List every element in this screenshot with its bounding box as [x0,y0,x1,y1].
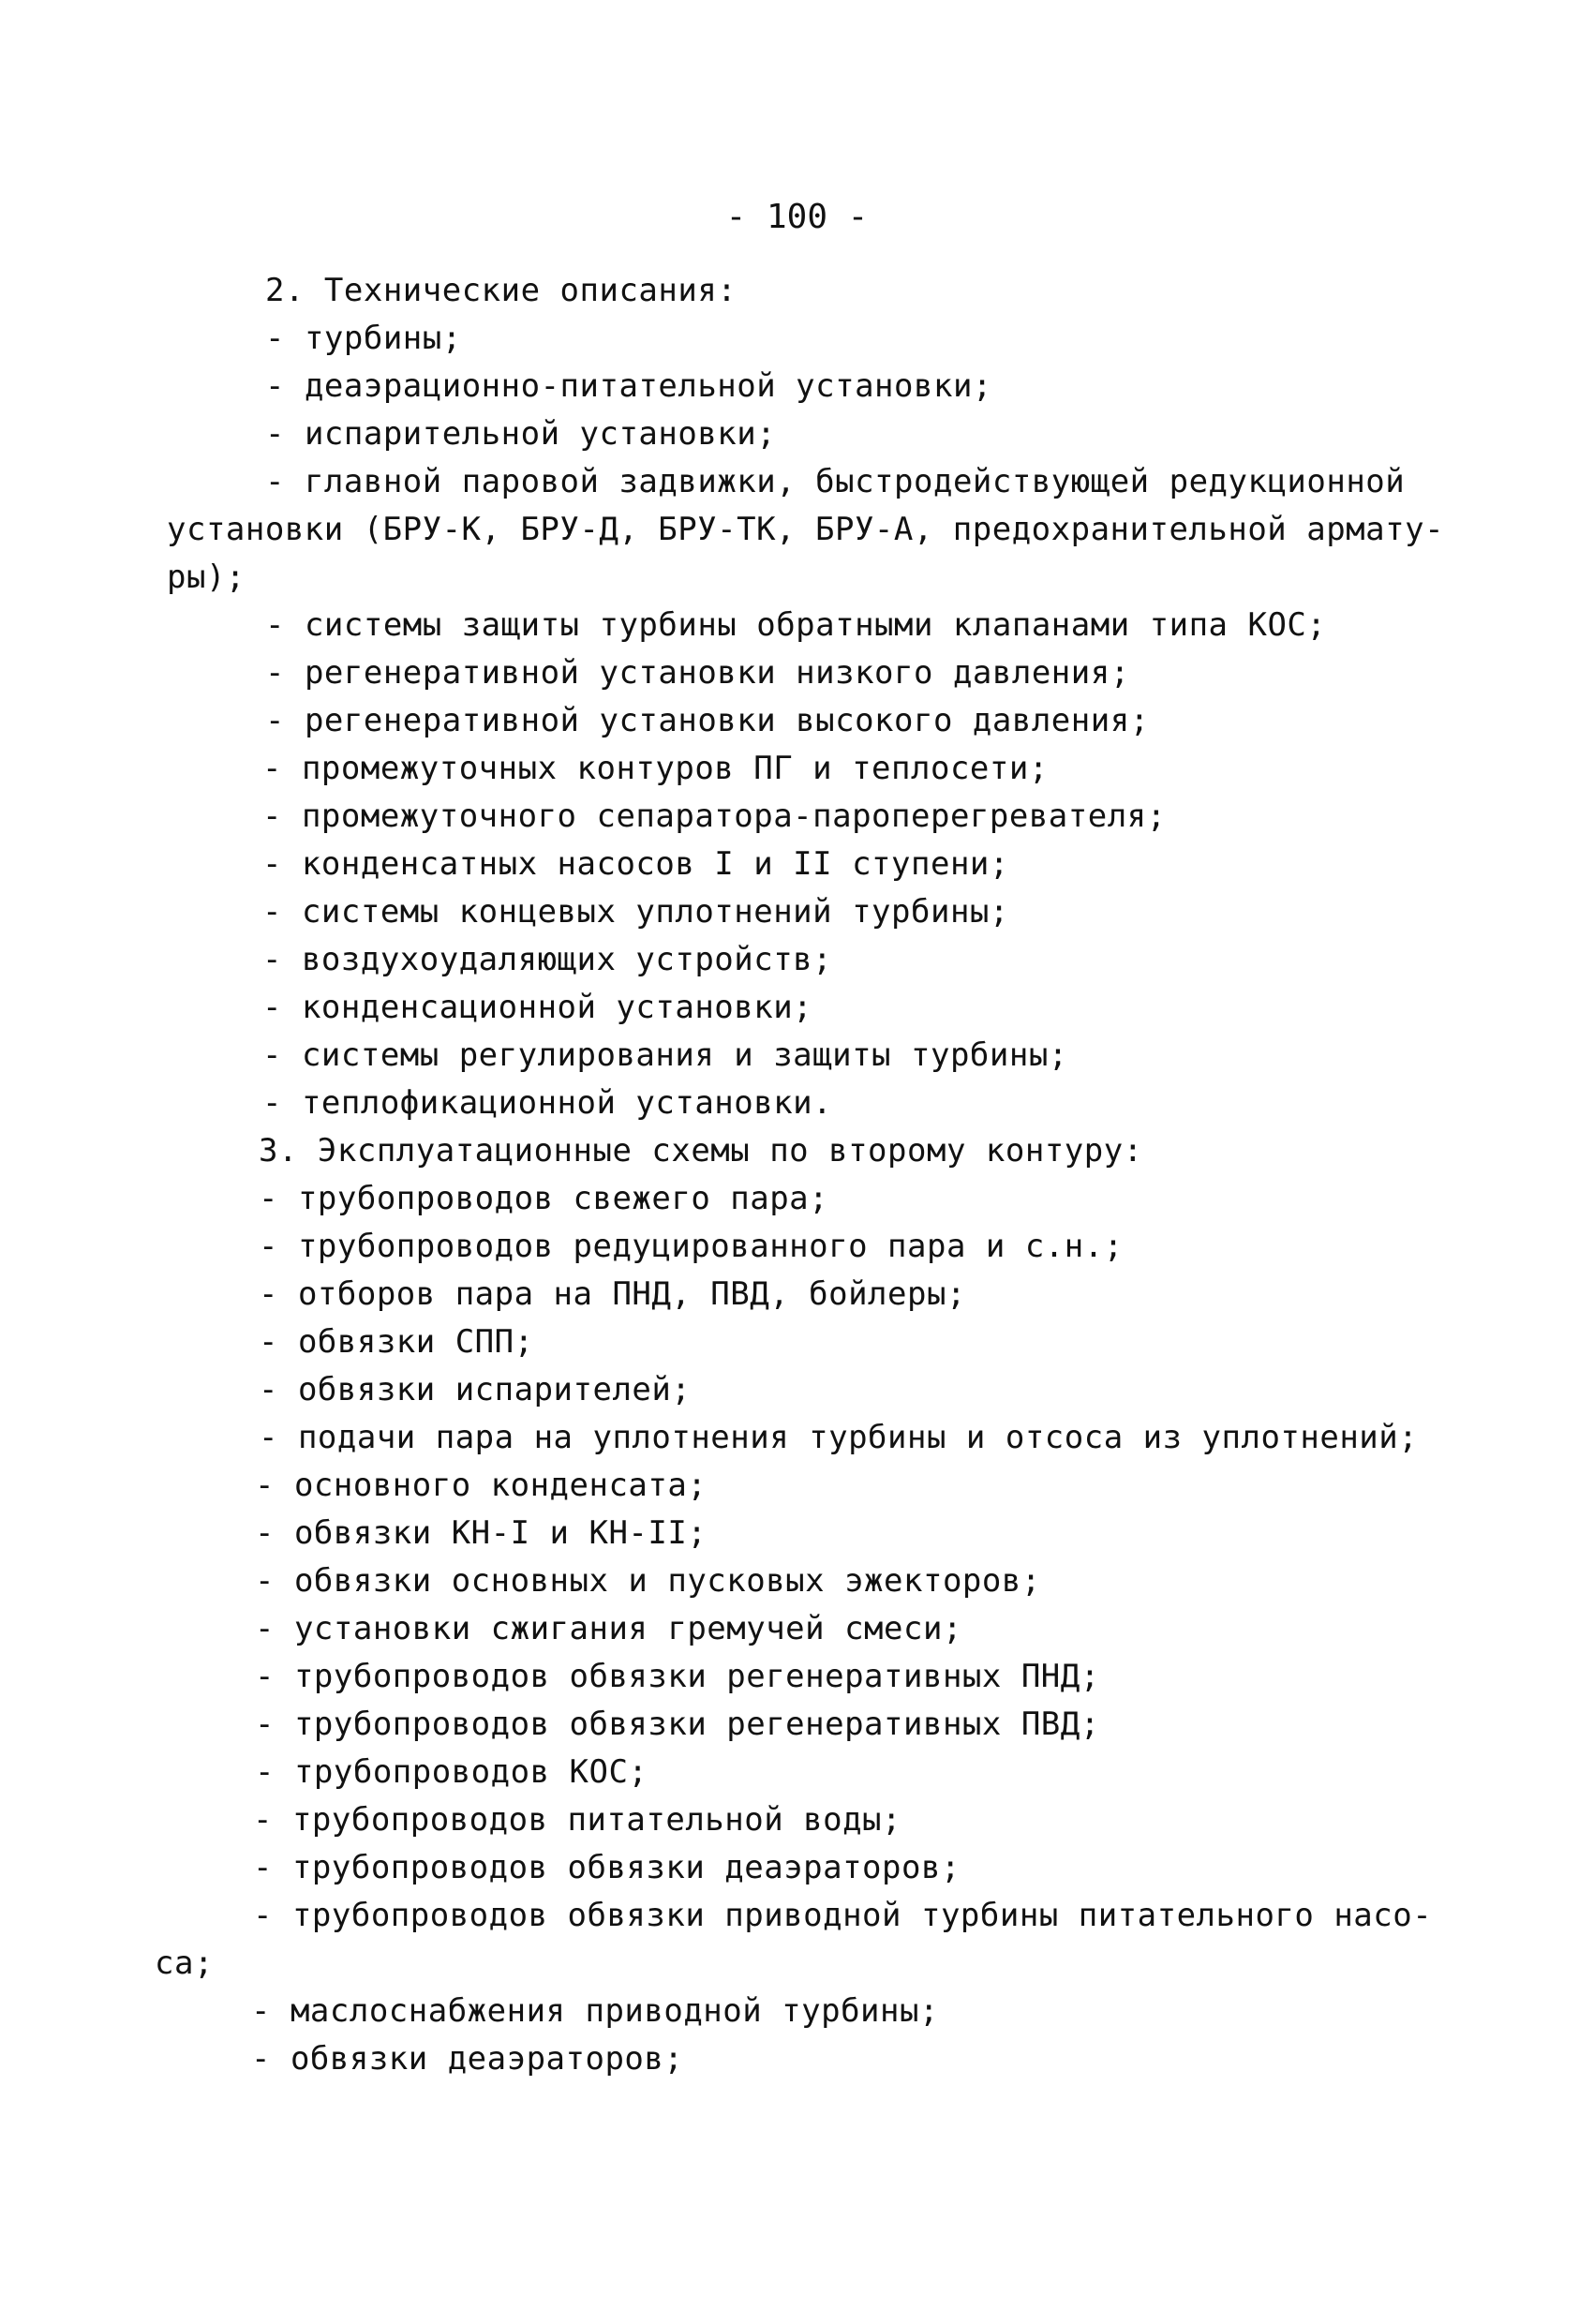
list-item: - трубопроводов обвязки регенеративных ПНД; [255,1658,1100,1695]
section-heading: 2. Технические описания: [265,272,737,309]
list-item: - обвязки основных и пусковых эжекторов; [255,1562,1041,1600]
list-item: - конденсационной установки; [262,989,813,1026]
list-item: - теплофикационной установки. [262,1084,833,1122]
list-item-continuation: са; [155,1944,214,1982]
list-item: - обвязки КН-I и КН-II; [255,1514,708,1552]
list-item: - промежуточных контуров ПГ и теплосети; [262,750,1049,787]
list-item: - подачи пара на уплотнения турбины и отсоса из уплотнений; [259,1419,1419,1456]
list-item: - трубопроводов питательной воды; [253,1801,902,1839]
page-number: - 100 - [725,198,869,236]
list-item-continuation: установки (БРУ-К, БРУ-Д, БРУ-ТК, БРУ-А, предохранительной армату- [167,511,1445,548]
list-item: - системы концевых уплотнений турбины; [262,893,1009,931]
list-item: - трубопроводов свежего пара; [259,1180,829,1217]
list-item: - установки сжигания гремучей смеси; [255,1610,962,1647]
list-item: - деаэрационно-питательной установки; [265,367,992,405]
list-item: - трубопроводов редуцированного пара и с.н.; [259,1228,1124,1265]
list-item: - регенеративной установки высокого давления; [265,702,1150,739]
list-item: - регенеративной установки низкого давления; [265,654,1130,692]
list-item: - испарительной установки; [265,415,777,453]
list-item: - трубопроводов КОС; [255,1753,648,1791]
list-item: - обвязки деаэраторов; [251,2040,684,2078]
section-heading: 3. Эксплуатационные схемы по второму контуру: [259,1132,1143,1169]
list-item: - основного конденсата; [255,1467,708,1504]
list-item: - отборов пара на ПНД, ПВД, бойлеры; [259,1275,966,1313]
list-item: - трубопроводов обвязки регенеративных ПВД; [255,1706,1100,1743]
list-item: - системы защиты турбины обратными клапанами типа КОС; [265,606,1327,644]
list-item: - системы регулирования и защиты турбины; [262,1036,1068,1074]
list-item: - воздухоудаляющих устройств; [262,941,833,978]
list-item: - турбины; [265,320,462,357]
list-item-continuation: ры); [167,559,246,596]
list-item: - конденсатных насосов I и II ступени; [262,845,1009,883]
list-item: - маслоснабжения приводной турбины; [251,1992,939,2030]
list-item: - трубопроводов обвязки деаэраторов; [253,1849,961,1886]
list-item: - трубопроводов обвязки приводной турбины питательного насо- [253,1897,1433,1934]
list-item: - главной паровой задвижки, быстродействующей редукционной [265,463,1406,500]
list-item: - обвязки испарителей; [259,1371,692,1408]
list-item: - обвязки СПП; [259,1323,534,1361]
list-item: - промежуточного сепаратора-пароперегревателя; [262,797,1167,835]
